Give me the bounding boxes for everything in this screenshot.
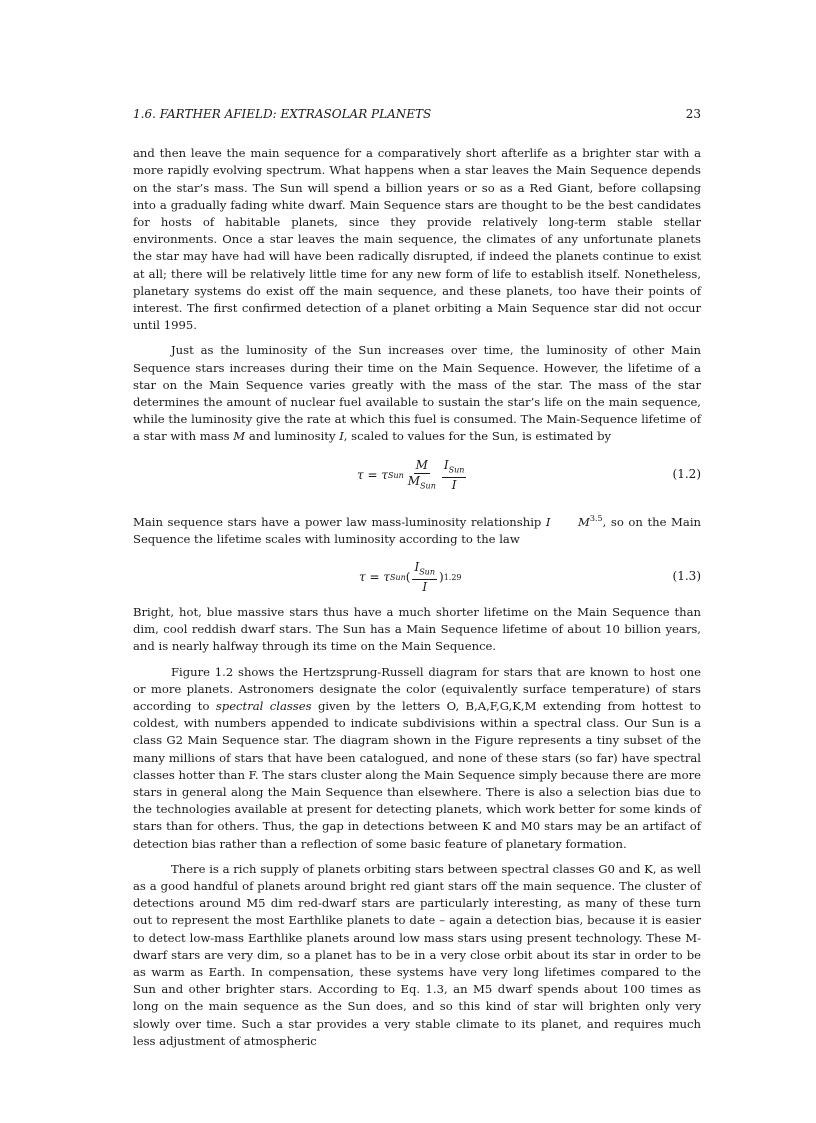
page-number: 23 xyxy=(685,107,701,121)
paragraph-5: Figure 1.2 shows the Hertzsprung-Russell diagram for stars that are known to host one or more planets. Astronomers designate the color (equivalently surface temperature) of stars according to spectral classes given by the letters O, B,A,F,G,K,M extending from hottest to coldest, with numbers appended to indicate subdivisions within a spectral class. Our Sun is a class G2 Main Sequence star. The diagram shown in the Figure represents a tiny subset of the many millions of stars that have been catalogued, and none of these stars (so far) have spectral classes hotter than F. The stars cluster along the Main Sequence simply because there are more stars in general along the Main Sequence than elsewhere. There is also a selection bias due to the technologies available at present for detecting planets, which work better for some kinds of stars than for others. Thus, the gap in detections between K and M0 stars may be an artifact of detection bias rather than a reflection of some basic feature of planetary formation. xyxy=(133,664,702,851)
section-title: 1.6. FARTHER AFIELD: EXTRASOLAR PLANETS xyxy=(133,107,432,121)
fraction-luminosity: $\frac{I_{Sun}}{I}$ xyxy=(443,457,465,493)
paragraph-2: Just as the luminosity of the Sun increases over time, the luminosity of other Main Sequence stars increases during their time on the Main Sequence. However, the lifetime of a star on the Main Sequence varies greatly with the mass of the star. The mass of the star determines the amount of nuclear fuel available to sustain the star’s life on the main sequence, while the luminosity give the rate at which this fuel is consumed. The Main-Sequence lifetime of a star with mass M and luminosity I, scaled to values for the Sun, is estimated by xyxy=(133,343,701,444)
paragraph-1: and then leave the main sequence for a comparatively short afterlife as a brighter star with a more rapidly evolving spectrum. What happens when a star leaves the Main Sequence depends on the star’s mass. The Sun will spend a billion years or so as a Red Giant, before collapsing into a gradually fading white dwarf. Main Sequence stars are thought to be the best candidates for hosts of habitable planets, since they provide relatively long-term stable stellar environments. Once a star leaves the main sequence, the climates of any unfortunate planets the star may have had will have been radically disrupted, if indeed the planets continue to exist at all; there will be relatively little time for any new form of life to establish itself. Nonetheless, planetary systems do exist off the main sequence, and these planets, too have their points of interest. The first confirmed detection of a planet orbiting a Main Sequence star did not occur until 1995. xyxy=(133,146,701,333)
running-header xyxy=(133,106,701,123)
document-page xyxy=(133,106,701,1058)
equation-number: (1.2) xyxy=(672,466,701,481)
paragraph-3: Main sequence stars have a power law mass-luminosity relationship I $M^{3.5}$, so on the Main Sequence the lifetime scales with luminosity according to the law xyxy=(133,513,701,546)
fraction-luminosity-ratio: $\frac{I_{Sun}}{I}$ xyxy=(414,559,435,595)
equation-number: (1.3) xyxy=(672,568,701,583)
equation-1-2: τ = τ Sun $\frac{M}{M_{Sun}}$ $\frac{I_{Sun}}{I}$ (1.2) xyxy=(357,457,701,493)
fraction-mass: $\frac{M}{M_{Sun}}$ xyxy=(407,457,436,491)
equation-1-3: τ = τ Sun ( $\frac{I_{Sun}}{I}$ ) 1.29 (1.3) xyxy=(359,559,701,595)
paragraph-6: There is a rich supply of planets orbiting stars between spectral classes G0 and K, as well as a good handful of planets around bright red giant stars off the main sequence. The cluster of detections around M5 dim red-dwarf stars are particularly interesting, as many of these turn out to represent the most Earthlike planets to date – again a detection bias, because it is easier to detect low-mass Earthlike planets around low mass stars using present technology. These M-dwarf stars are very dim, so a planet has to be in a very close orbit about its star in order to be as warm as Earth. In compensation, these systems have very long lifetimes compared to the Sun and other brighter stars. According to Eq. 1.3, an M5 dwarf spends about 100 times as long on the main sequence as the Sun does, and so this kind of star will brighten only very slowly over time. Such a star provides a very stable climate to its planet, and requires much less adjustment of atmospheric xyxy=(133,861,701,1048)
paragraph-4: Bright, hot, blue massive stars thus have a much shorter lifetime on the Main Sequence than dim, cool reddish dwarf stars. The Sun has a Main Sequence lifetime of about 10 billion years, and is nearly halfway through its time on the Main Sequence. xyxy=(133,604,701,654)
